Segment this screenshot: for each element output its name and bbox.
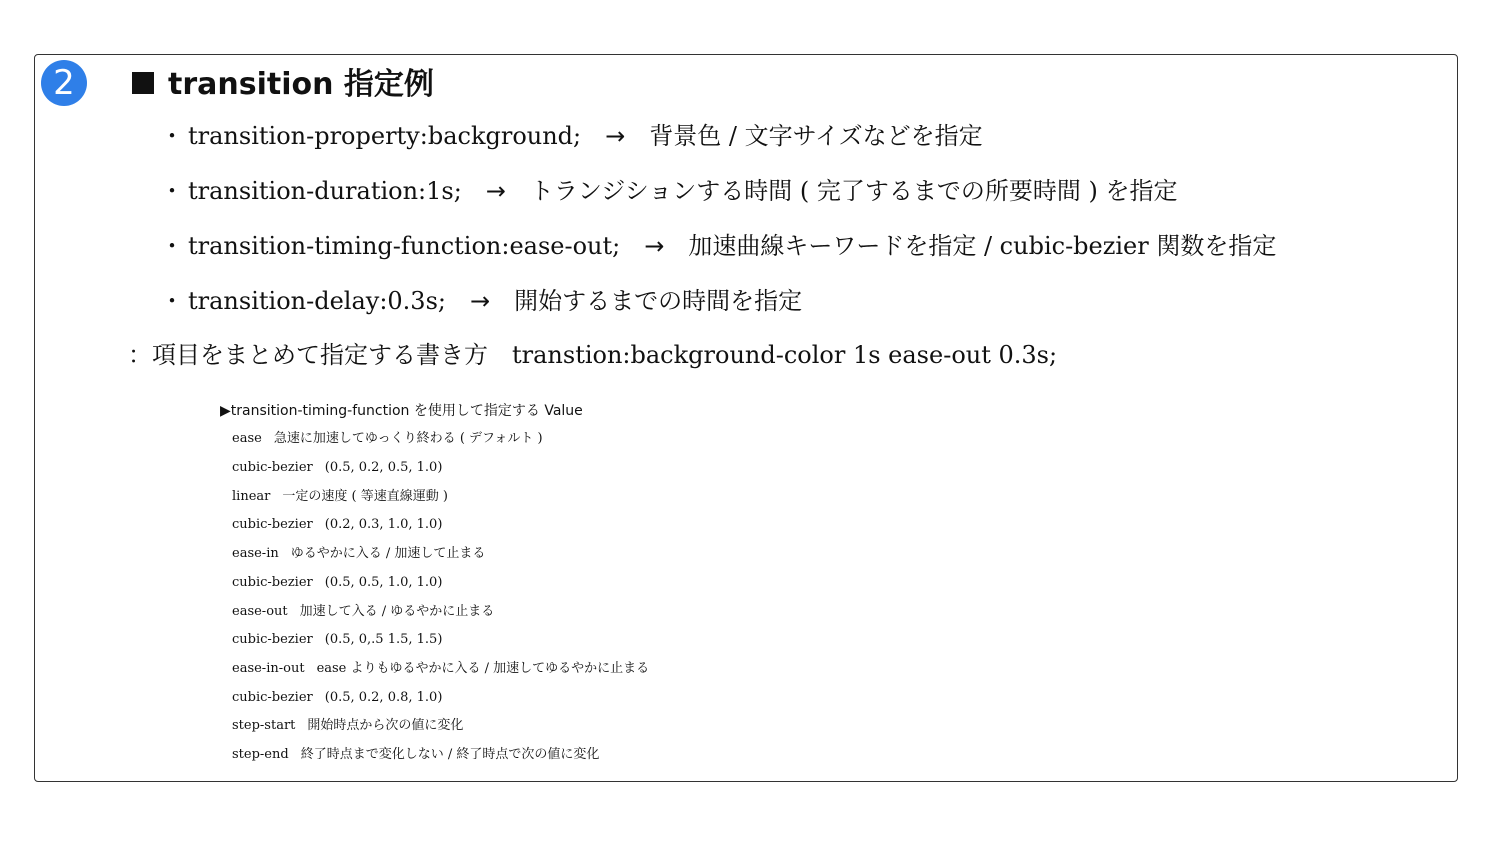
delay-line [160,284,802,318]
timing-function-line [160,229,1276,263]
value-description: (0.5, 0,.5 1.5, 1.5) [324,632,443,647]
value-keyword: ease-in [232,546,279,561]
value-keyword: cubic-bezier [232,690,313,705]
right-arrow-icon: → [605,122,626,150]
duration-description: トランジションする時間 ( 完了するまでの所要時間 ) を指定 [529,177,1178,205]
value-item [232,602,494,622]
shorthand-label: ：項目をまとめて指定する書き方 [128,341,488,369]
value-keyword: ease-in-out [232,661,305,676]
value-description: 加速して入る / ゆるやかに止まる [299,604,495,619]
value-keyword: linear [232,489,271,504]
value-item [232,515,442,535]
value-item [232,630,442,650]
duration-line [160,174,1177,208]
delay-description: 開始するまでの時間を指定 [514,287,803,315]
bullet-mark: ・ [160,177,184,205]
value-keyword: step-start [232,718,296,733]
value-description: (0.5, 0.5, 1.0, 1.0) [324,575,443,590]
value-description: (0.5, 0.2, 0.8, 1.0) [324,690,443,705]
value-item [232,688,442,708]
value-description: 一定の速度 ( 等速直線運動 ) [282,489,448,504]
section-heading [132,64,434,106]
value-item [232,716,463,736]
square-bullet-icon [132,72,154,94]
value-description: 急速に加速してゆっくり終わる ( デフォルト ) [273,431,543,446]
bullet-mark: ・ [160,287,184,315]
step-number-badge: 2 [41,60,87,106]
shorthand-code: transtion:background-color 1s ease-out 0.3s; [512,341,1058,369]
bullet-mark: ・ [160,232,184,260]
value-description: (0.2, 0.3, 1.0, 1.0) [324,517,443,532]
value-item [232,659,649,679]
value-description: 開始時点から次の値に変化 [307,718,464,733]
section-heading-text: transition 指定例 [168,67,434,102]
value-item [232,487,448,507]
right-arrow-icon: → [644,232,665,260]
value-item [232,745,599,765]
value-description: ease よりもゆるやかに入る / 加速してゆるやかに止まる [316,661,650,676]
right-arrow-icon: → [485,177,506,205]
delay-code: transition-delay:0.3s; [188,287,446,315]
property-description: 背景色 / 文字サイズなどを指定 [649,122,983,150]
duration-code: transition-duration:1s; [188,177,462,205]
value-description: ゆるやかに入る / 加速して止まる [290,546,486,561]
value-item [232,573,442,593]
value-item [232,458,442,478]
value-description: (0.5, 0.2, 0.5, 1.0) [324,460,443,475]
value-keyword: cubic-bezier [232,575,313,590]
timing-function-code: transition-timing-function:ease-out; [188,232,621,260]
timing-function-description: 加速曲線キーワードを指定 / cubic-bezier 関数を指定 [688,232,1277,260]
right-arrow-icon: → [469,287,491,315]
value-keyword: step-end [232,747,289,762]
property-code: transition-property:background; [188,122,582,150]
shorthand-line [128,338,1057,372]
value-keyword: ease [232,431,262,446]
bullet-mark: ・ [160,122,184,150]
value-item [232,429,543,449]
value-keyword: cubic-bezier [232,632,313,647]
property-line [160,119,983,153]
value-item [232,544,485,564]
value-list-heading: ▶transition-timing-function を使用して指定する Value [220,403,583,419]
value-keyword: cubic-bezier [232,517,313,532]
value-keyword: cubic-bezier [232,460,313,475]
value-keyword: ease-out [232,604,288,619]
value-description: 終了時点まで変化しない / 終了時点で次の値に変化 [300,747,600,762]
